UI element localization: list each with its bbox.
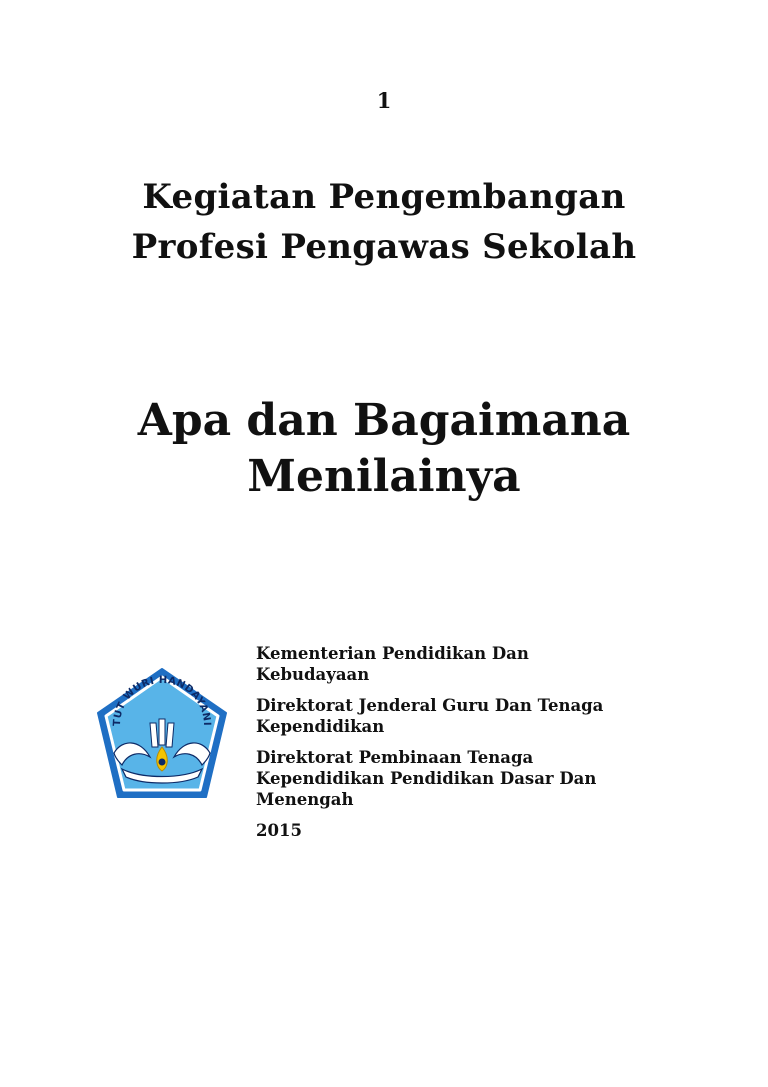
logo-pen-center xyxy=(159,719,165,745)
directorate-line-3: Menengah xyxy=(256,790,354,809)
document-title-line-1: Kegiatan Pengembangan xyxy=(142,177,626,217)
logo-pen-left xyxy=(150,723,158,747)
document-subtitle xyxy=(0,393,768,505)
ministry-name-line-2: Kebudayaan xyxy=(256,665,370,684)
tut-wuri-handayani-logo-icon xyxy=(92,665,232,805)
document-subtitle-line-1: Apa dan Bagaimana xyxy=(137,395,631,446)
document-title-line-2: Profesi Pengawas Sekolah xyxy=(131,227,637,267)
directorate-general-line-2: Kependidikan xyxy=(256,717,385,736)
document-title xyxy=(0,172,768,272)
publisher-info xyxy=(256,643,736,841)
logo-motto: TUT WURI HANDAYANI xyxy=(111,674,213,727)
directorate-general-line-1: Direktorat Jenderal Guru Dan Tenaga xyxy=(256,696,604,715)
document-subtitle-line-2: Menilainya xyxy=(247,451,521,502)
page-number: 1 xyxy=(376,88,392,113)
ministry-name xyxy=(256,643,736,685)
directorate-line-1: Direktorat Pembinaan Tenaga xyxy=(256,748,534,767)
logo-flame-core xyxy=(159,759,166,766)
directorate-name xyxy=(256,747,736,810)
directorate-general-name xyxy=(256,695,736,737)
ministry-name-line-1: Kementerian Pendidikan Dan xyxy=(256,644,529,663)
logo-pen-right xyxy=(166,723,174,747)
directorate-line-2: Kependidikan Pendidikan Dasar Dan xyxy=(256,769,597,788)
publication-year: 2015 xyxy=(256,821,302,840)
